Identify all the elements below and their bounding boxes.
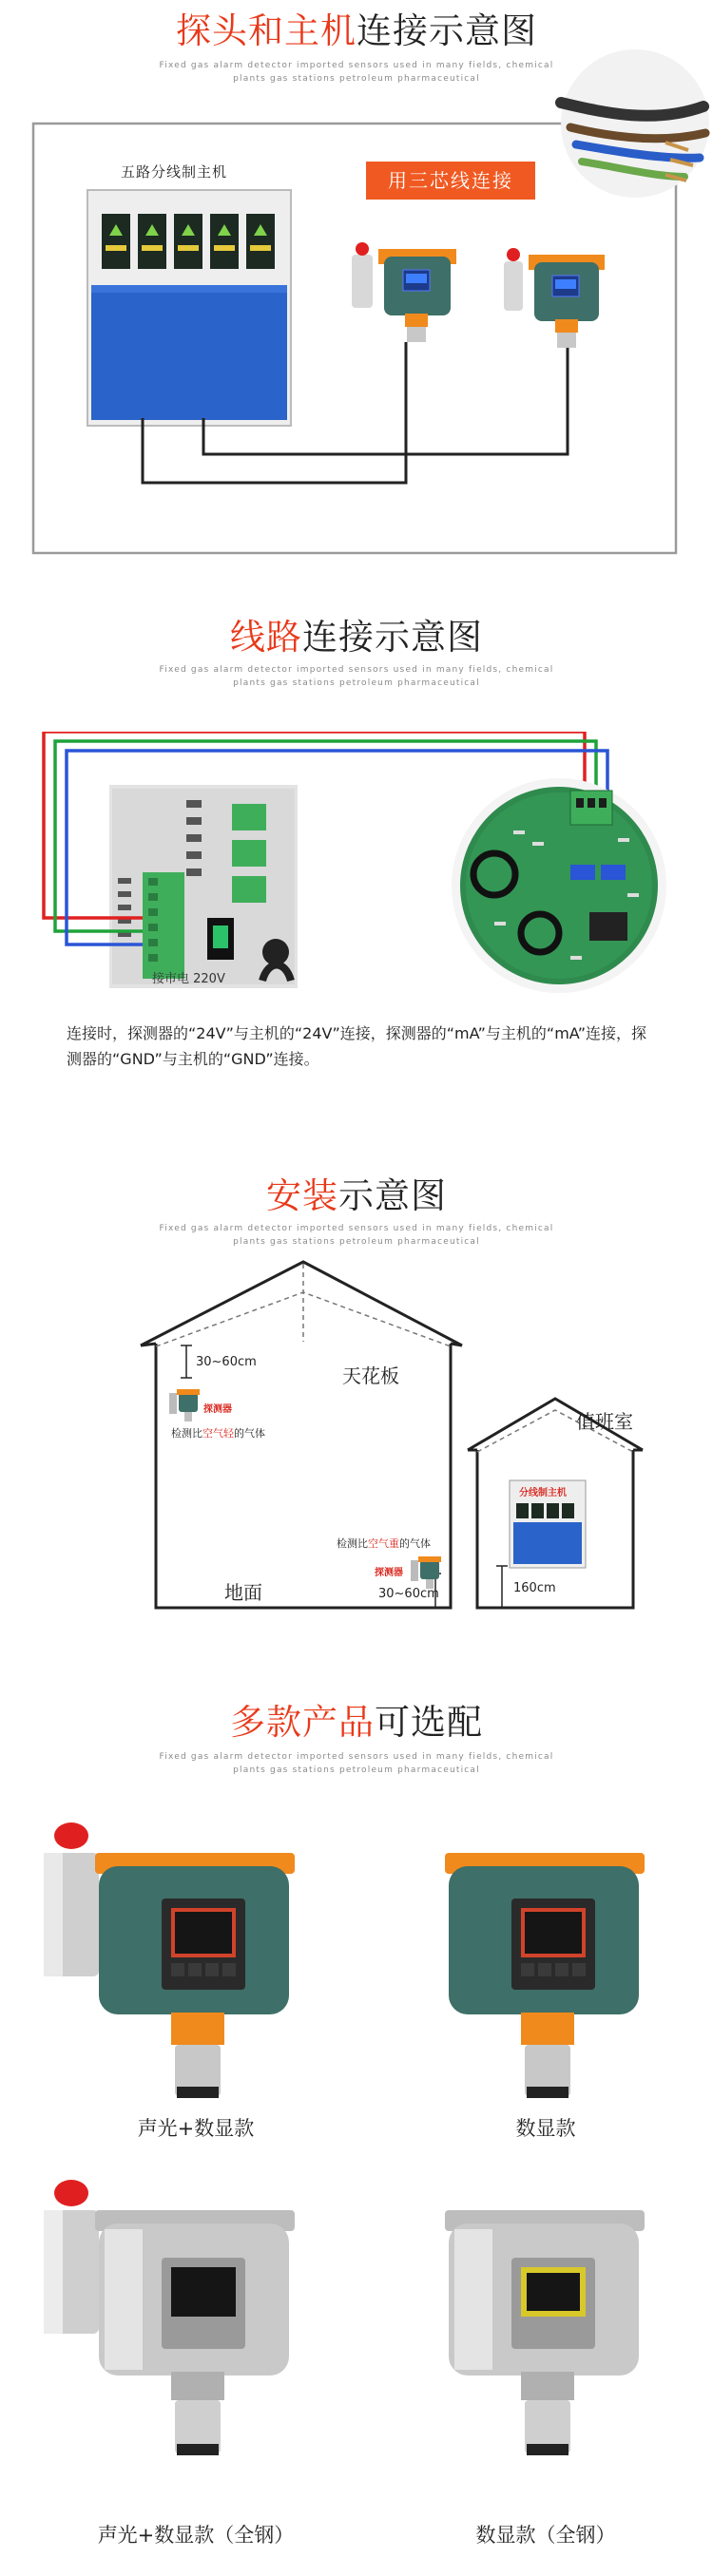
detector-2-label: 探测器 <box>375 1568 403 1578</box>
small-host-label: 分线制主机 <box>519 1488 567 1498</box>
wiring-diagram <box>0 732 713 1159</box>
dim-top <box>181 1345 192 1378</box>
probe-host-diagram <box>0 0 713 580</box>
mains-label: 接市电 220V <box>152 972 225 986</box>
dist-top-label: 30~60cm <box>196 1355 257 1369</box>
section-subtitle: Fixed gas alarm detector imported sensors used in many fields, chemical plants gas stations petroleum pharmaceutical <box>159 61 554 84</box>
dist-bottom-label: 30~60cm <box>378 1587 439 1601</box>
detector-icon-2 <box>411 1556 441 1589</box>
duty-room-label: 值班室 <box>576 1410 633 1433</box>
detector-1-label: 探测器 <box>203 1404 232 1415</box>
detector-icon-1 <box>169 1389 200 1422</box>
light-gas-label: 检测比空气轻的气体 <box>171 1427 265 1440</box>
section-probe-host <box>0 0 713 580</box>
host-modules <box>102 214 275 269</box>
connect-badge-text: 用三芯线连接 <box>388 169 513 192</box>
floor-label: 地面 <box>224 1581 262 1604</box>
section-subtitle: Fixed gas alarm detector imported sensors used in many fields, chemical plants gas stations petroleum pharmaceutical <box>159 1752 554 1775</box>
dim-host <box>496 1566 508 1608</box>
section-title: 多款产品可选配 <box>230 1702 483 1743</box>
product-label-1: 声光+数显款 <box>137 2117 255 2140</box>
product-image-3 <box>44 2180 295 2455</box>
section-subtitle: Fixed gas alarm detector imported sensors used in many fields, chemical plants gas stations petroleum pharmaceutical <box>159 665 554 688</box>
section-title: 探头和主机连接示意图 <box>176 10 537 51</box>
wiring-note: 连接时，探测器的“24V”与主机的“24V”连接，探测器的“mA”与主机的“mA”连接，探测器的“GND”与主机的“GND”连接。 <box>67 1024 647 1068</box>
product-label-4: 数显款（全钢） <box>475 2524 616 2547</box>
detector-board <box>452 778 666 993</box>
section-wiring <box>0 580 713 1121</box>
heavy-gas-label: 检测比空气重的气体 <box>337 1537 431 1550</box>
product-label-2: 数显款 <box>515 2117 576 2140</box>
product-image-2 <box>445 1853 645 2098</box>
section-title: 线路连接示意图 <box>230 617 483 658</box>
ceiling-label: 天花板 <box>342 1364 399 1387</box>
product-image-1 <box>44 1822 295 2098</box>
product-image-4 <box>445 2210 645 2455</box>
section-title: 安装示意图 <box>266 1175 447 1216</box>
section-install <box>0 1121 713 1653</box>
host-terminal-panel <box>109 785 298 988</box>
section-subtitle: Fixed gas alarm detector imported sensors used in many fields, chemical plants gas stations petroleum pharmaceutical <box>159 1224 554 1247</box>
host-height-label: 160cm <box>513 1581 556 1595</box>
product-label-3: 声光+数显款（全钢） <box>97 2524 295 2547</box>
cable-photo <box>561 49 709 198</box>
host-label: 五路分线制主机 <box>121 163 228 181</box>
host-cabinet <box>87 190 291 426</box>
section-products <box>0 1653 713 2576</box>
